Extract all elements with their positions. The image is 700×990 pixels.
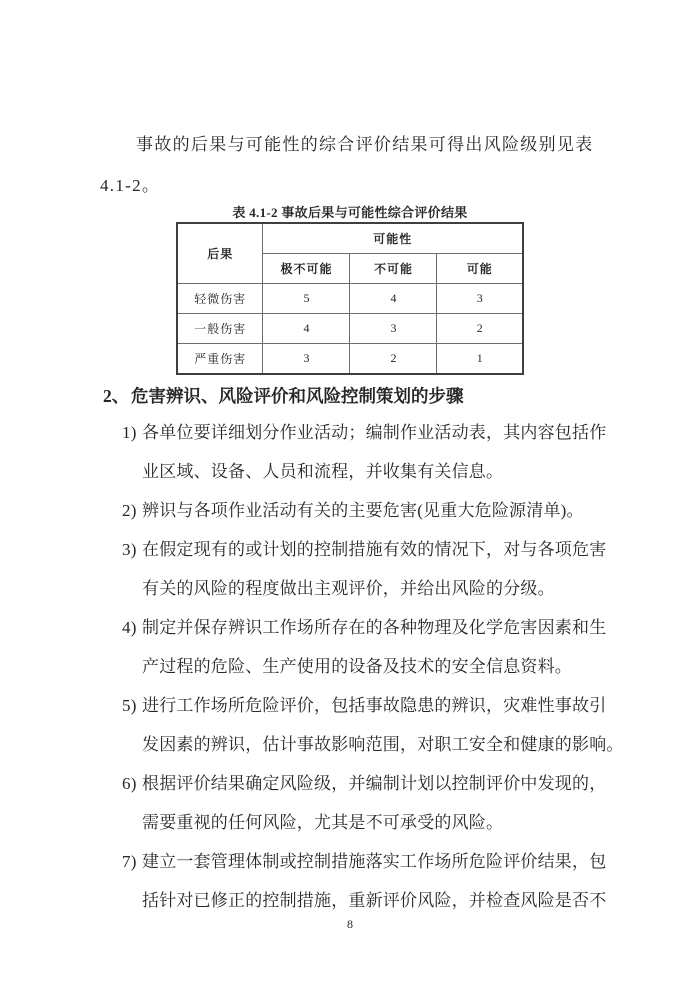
page-number: 8 (347, 917, 353, 931)
table-cell: 3 (437, 284, 523, 314)
list-item-marker: 7) (122, 852, 137, 871)
list-item-line: 需要重视的任何风险，尤其是不可承受的风险。 (142, 813, 504, 832)
list-item-line: 产过程的危险、生产使用的设备及技术的安全信息资料。 (142, 657, 572, 676)
list-item-text: 根据评价结果确定风险级，并编制计划以控制评价中发现的， (142, 774, 607, 793)
list-item-text: 建立一套管理体制或控制措施落实工作场所危险评价结果，包 (142, 852, 607, 871)
intro-paragraph (100, 124, 600, 206)
list-item-line: 括针对已修正的控制措施，重新评价风险，并检查风险是否不 (142, 891, 607, 910)
table-cell: 5 (263, 284, 350, 314)
list-item-marker: 5) (122, 696, 137, 715)
paragraph-line: 事故的后果与可能性的综合评价结果可得出风险级别见表 (136, 135, 594, 154)
list-item-text: 在假定现有的或计划的控制措施有效的情况下，对与各项危害 (142, 540, 607, 559)
section-number: 2、 (103, 386, 130, 406)
list-item-marker: 4) (122, 618, 137, 637)
list-item-line (100, 842, 607, 881)
table-cell: 4 (263, 314, 350, 344)
list-item (100, 842, 607, 920)
header-cell-very-unlikely: 极不可能 (263, 254, 350, 284)
list-item-marker: 3) (122, 540, 137, 559)
row-label: 严重伤害 (177, 344, 263, 375)
section-title: 危害辨识、风险评价和风险控制策划的步骤 (131, 386, 464, 406)
list-item-line (100, 530, 607, 569)
list-item (100, 491, 600, 530)
table-caption: 表 4.1-2 事故后果与可能性综合评价结果 (232, 205, 468, 220)
table-cell: 2 (350, 344, 437, 375)
section-heading (100, 385, 600, 407)
table-row (177, 314, 523, 344)
list-item-line (100, 413, 607, 452)
list-item-line: 业区域、设备、人员和流程，并收集有关信息。 (142, 462, 504, 481)
list-item (100, 413, 607, 491)
list-item-text: 辨识与各项作业活动有关的主要危害(见重大危险源清单)。 (142, 501, 584, 520)
list-item (100, 530, 607, 608)
paragraph-line: 4.1-2。 (100, 176, 161, 195)
list-item (100, 686, 624, 764)
header-cell-possibility: 可能性 (263, 223, 523, 254)
list-item-marker: 1) (122, 423, 137, 442)
header-cell-possible: 可能 (437, 254, 523, 284)
table-cell: 3 (263, 344, 350, 375)
table-row (177, 344, 523, 375)
table-cell: 4 (350, 284, 437, 314)
list-item-text: 制定并保存辨识工作场所存在的各种物理及化学危害因素和生 (142, 618, 607, 637)
table-cell: 2 (437, 314, 523, 344)
row-label: 一般伤害 (177, 314, 263, 344)
table-header-row (177, 223, 523, 254)
list-item-marker: 6) (122, 774, 137, 793)
row-label: 轻微伤害 (177, 284, 263, 314)
steps-list (100, 413, 624, 920)
header-cell-consequence: 后果 (177, 223, 263, 284)
list-item-marker: 2) (122, 501, 137, 520)
risk-matrix-table (176, 222, 524, 375)
list-item-line: 有关的风险的程度做出主观评价，并给出风险的分级。 (142, 579, 555, 598)
list-item (100, 764, 607, 842)
list-item-text: 各单位要详细划分作业活动；编制作业活动表，其内容包括作 (142, 423, 607, 442)
list-item-line (100, 764, 607, 803)
list-item-text: 进行工作场所危险评价，包括事故隐患的辨识，灾难性事故引 (142, 696, 607, 715)
header-cell-unlikely: 不可能 (350, 254, 437, 284)
list-item-line (100, 491, 600, 530)
list-item-line (100, 686, 607, 725)
table-cell: 3 (350, 314, 437, 344)
list-item-line: 发因素的辨识，估计事故影响范围，对职工安全和健康的影响。 (142, 735, 624, 754)
table-row (177, 284, 523, 314)
list-item-line (100, 608, 607, 647)
list-item (100, 608, 607, 686)
table-cell: 1 (437, 344, 523, 375)
